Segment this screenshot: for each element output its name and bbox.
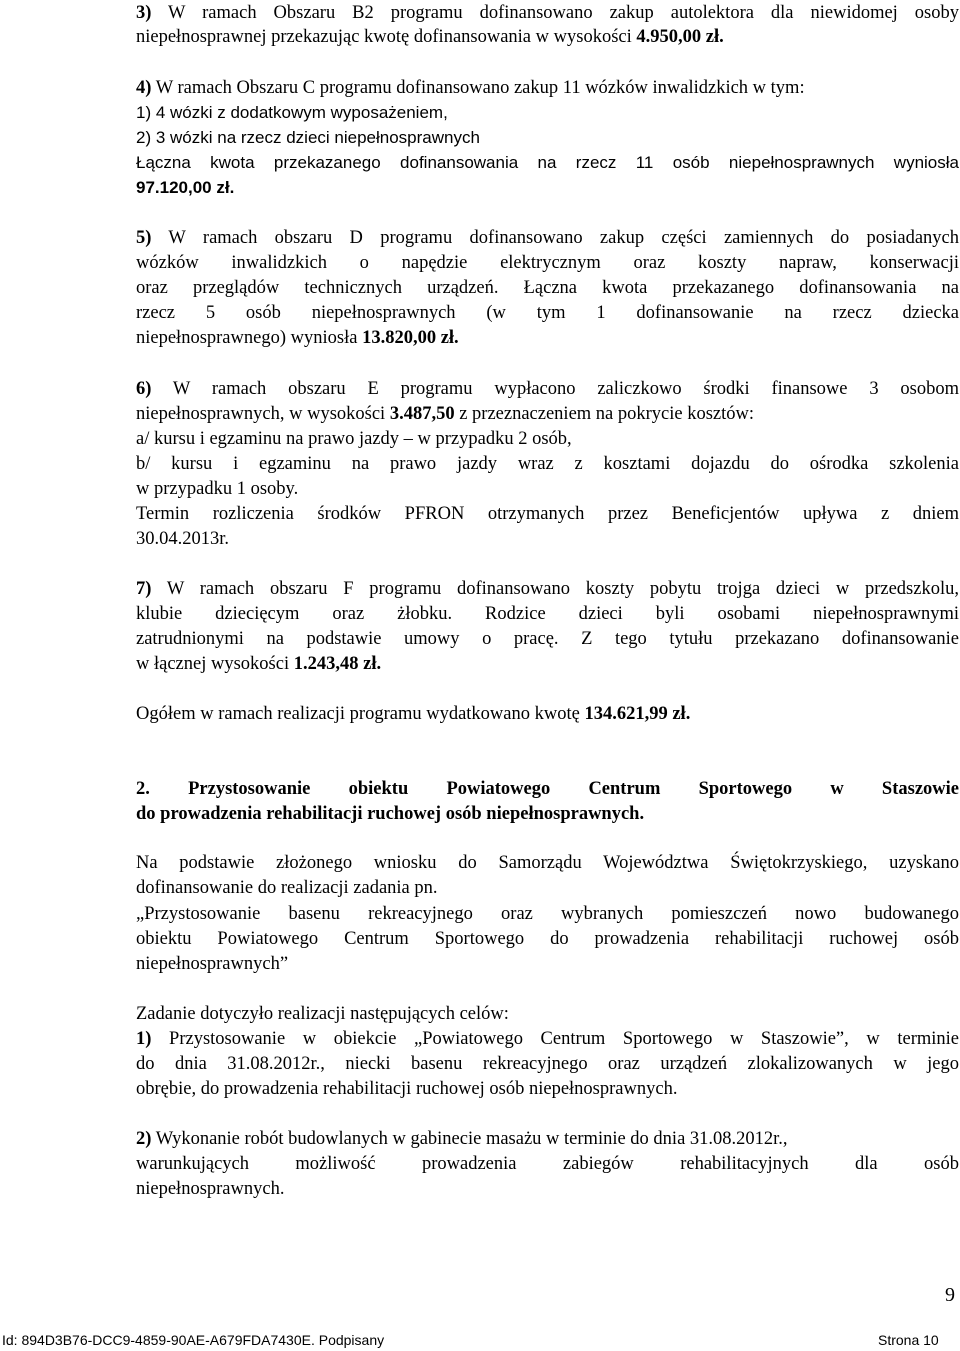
paragraph-4-line-3: 2) 3 wózki na rzecz dzieci niepełnosprawnych (136, 128, 480, 147)
item-number: 6) (136, 379, 152, 399)
paragraph-7-line-4 (136, 653, 959, 675)
amount: 1.243,48 zł. (293, 654, 382, 674)
section-2-intro-line-2: dofinansowanie do realizacji zadania pn. (136, 878, 438, 898)
task-title-line-2: obiektu Powiatowego Centrum Sportowego do prowadzenia rehabilitacji ruchowej osób (136, 929, 959, 949)
goal-1-line-3: obrębie, do prowadzenia rehabilitacji ruchowej osób niepełnosprawnych. (136, 1079, 678, 1099)
amount: 3.487,50 (389, 404, 455, 424)
text: Przystosowanie w obiekcie „Powiatowego Centrum Sportowego w Staszowie”, w terminie (151, 1029, 959, 1049)
paragraph-5-line-1 (136, 227, 959, 249)
paragraph-4-line-2: 1) 4 wózki z dodatkowym wyposażeniem, (136, 103, 448, 122)
text: Wykonanie robót budowlanych w gabinecie masażu w terminie do dnia 31.08.2012r., (151, 1129, 788, 1149)
item-number: 4) (136, 78, 152, 98)
text: niepełnosprawnej przekazując kwotę dofinansowania w wysokości (136, 27, 637, 47)
paragraph-4-line-5 (136, 177, 959, 199)
paragraph-7-line-3: zatrudnionymi na podstawie umowy o pracę. Z tego tytułu przekazano dofinansowanie (136, 629, 959, 649)
goal-2-line-3: niepełnosprawnych. (136, 1179, 285, 1199)
item-number: 2) (136, 1129, 152, 1149)
paragraph-5-line-4: rzecz 5 osób niepełnosprawnych (w tym 1 dofinansowanie na rzecz dziecka (136, 303, 959, 323)
item-number: 5) (136, 228, 152, 248)
paragraph-6-line-1 (136, 378, 959, 400)
text: w łącznej wysokości (136, 654, 294, 674)
task-title-line-1: „Przystosowanie basenu rekreacyjnego oraz wybranych pomieszczeń nowo budowanego (136, 904, 959, 924)
goals-heading: Zadanie dotyczyło realizacji następujących celów: (136, 1004, 509, 1024)
text: niepełnosprawnego) wyniosła (136, 328, 363, 348)
paragraph-5-line-2: wózków inwalidzkich o napędzie elektrycznym oraz koszty napraw, konserwacji (136, 253, 959, 273)
text: W ramach obszaru F programu dofinansowano koszty pobytu trojga dzieci w przedszkolu, (151, 579, 959, 599)
footer-document-id: Id: 894D3B76-DCC9-4859-90AE-A679FDA7430E. Podpisany (2, 1332, 385, 1348)
paragraph-4-line-1 (136, 77, 959, 99)
section-2-heading-line-2 (136, 803, 959, 825)
goal-1-line-1 (136, 1028, 959, 1050)
paragraph-6-line-5: w przypadku 1 osoby. (136, 479, 299, 499)
text: Ogółem w ramach realizacji programu wydatkowano kwotę (136, 704, 585, 724)
total-amount: 134.621,99 zł. (584, 704, 691, 724)
total-summary (136, 703, 959, 725)
goal-2-line-1 (136, 1128, 959, 1150)
paragraph-6-line-6: Termin rozliczenia środków PFRON otrzymanych przez Beneficjentów upływa z dniem (136, 504, 959, 524)
item-number: 1) (136, 1029, 152, 1049)
item-number: 7) (136, 579, 152, 599)
paragraph-4-line-4: Łączna kwota przekazanego dofinansowania na rzecz 11 osób niepełnosprawnych wyniosła (136, 153, 959, 172)
section-2-intro-line-1: Na podstawie złożonego wniosku do Samorządu Województwa Świętokrzyskiego, uzyskano (136, 853, 959, 873)
heading-text: 2. Przystosowanie obiektu Powiatowego Centrum Sportowego w Staszowie (136, 779, 959, 799)
text: W ramach Obszaru B2 programu dofinansowano zakup autolektora dla niewidomej osoby (151, 3, 959, 23)
text: niepełnosprawnych, w wysokości (136, 404, 390, 424)
goal-1-line-2: do dnia 31.08.2012r., niecki basenu rekreacyjnego oraz urządzeń zlokalizowanych w jego (136, 1054, 959, 1074)
paragraph-6-line-7: 30.04.2013r. (136, 529, 230, 549)
heading-text: do prowadzenia rehabilitacji ruchowej osób niepełnosprawnych. (136, 804, 645, 824)
paragraph-5-line-5 (136, 327, 959, 349)
footer-page-label: Strona 10 (878, 1332, 939, 1348)
page-number: 9 (945, 1284, 955, 1306)
amount: 97.120,00 zł. (136, 178, 235, 197)
paragraph-3-line-1 (136, 2, 959, 24)
text: W ramach Obszaru C programu dofinansowano zakup 11 wózków inwalidzkich w tym: (151, 78, 805, 98)
paragraph-6-line-3: a/ kursu i egzaminu na prawo jazdy – w przypadku 2 osób, (136, 429, 572, 449)
section-2-heading-line-1 (136, 778, 959, 800)
paragraph-3-line-2 (136, 26, 959, 48)
paragraph-7-line-2: klubie dziecięcym oraz żłobku. Rodzice dzieci byli osobami niepełnosprawnymi (136, 604, 959, 624)
item-number: 3) (136, 3, 152, 23)
amount: 4.950,00 zł. (636, 27, 724, 47)
paragraph-6-line-2 (136, 403, 959, 425)
task-title-line-3: niepełnosprawnych” (136, 954, 289, 974)
paragraph-5-line-3: oraz przeglądów technicznych urządzeń. Łączna kwota przekazanego dofinansowania na (136, 278, 959, 298)
paragraph-7-line-1 (136, 578, 959, 600)
text: z przeznaczeniem na pokrycie kosztów: (454, 404, 755, 424)
text: W ramach obszaru E programu wypłacono zaliczkowo środki finansowe 3 osobom (151, 379, 959, 399)
paragraph-6-line-4: b/ kursu i egzaminu na prawo jazdy wraz z kosztami dojazdu do ośrodka szkolenia (136, 454, 959, 474)
goal-2-line-2: warunkujących możliwość prowadzenia zabiegów rehabilitacyjnych dla osób (136, 1154, 959, 1174)
text: W ramach obszaru D programu dofinansowano zakup części zamiennych do posiadanych (151, 228, 959, 248)
amount: 13.820,00 zł. (362, 328, 459, 348)
